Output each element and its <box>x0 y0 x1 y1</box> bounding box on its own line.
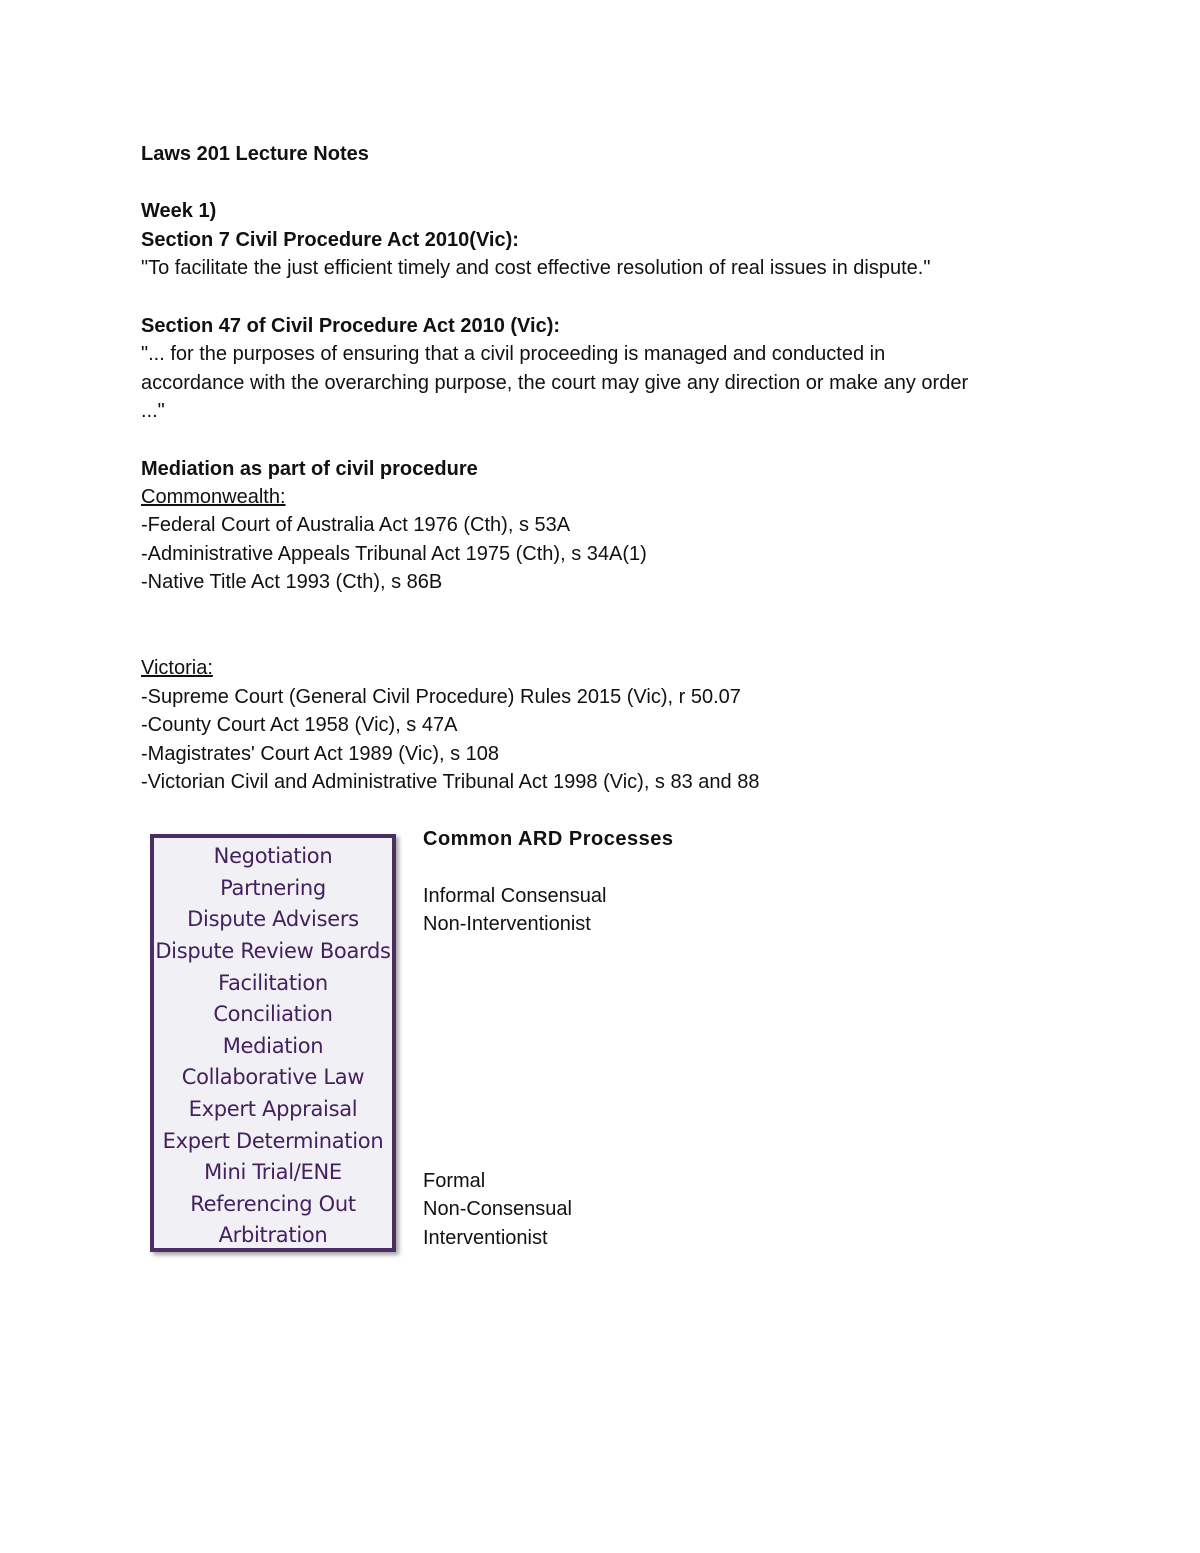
ard-process-item: Partnering <box>220 876 326 900</box>
ard-process-item: Expert Appraisal <box>188 1097 358 1121</box>
commonwealth-label: Commonwealth: <box>141 486 286 508</box>
ard-bottom-label: Interventionist <box>423 1227 548 1249</box>
section-47-quote-line: ..." <box>141 400 165 422</box>
ard-process-item: Referencing Out <box>190 1192 356 1216</box>
ard-process-item: Conciliation <box>213 1002 333 1026</box>
ard-process-item: Mini Trial/ENE <box>204 1160 342 1184</box>
victoria-item: -Magistrates' Court Act 1989 (Vic), s 108 <box>141 743 500 765</box>
ard-process-item: Expert Determination <box>162 1129 384 1153</box>
document-title: Laws 201 Lecture Notes <box>141 143 369 165</box>
ard-bottom-label: Formal <box>423 1170 486 1192</box>
ard-top-label: Informal Consensual <box>423 885 607 907</box>
ard-process-item: Dispute Review Boards <box>155 939 391 963</box>
ard-process-list <box>150 834 396 1252</box>
commonwealth-item: -Federal Court of Australia Act 1976 (Cth), s 53A <box>141 514 571 536</box>
ard-process-item: Negotiation <box>213 844 333 868</box>
ard-process-item: Collaborative Law <box>181 1065 365 1089</box>
ard-process-item: Facilitation <box>218 971 328 995</box>
commonwealth-item: -Administrative Appeals Tribunal Act 1975 (Cth), s 34A(1) <box>141 543 647 565</box>
mediation-heading: Mediation as part of civil procedure <box>141 458 478 480</box>
ard-top-label: Non-Interventionist <box>423 913 591 935</box>
section-47-quote-line: accordance with the overarching purpose, the court may give any direction or make any order <box>141 372 969 394</box>
victoria-item: -Victorian Civil and Administrative Tribunal Act 1998 (Vic), s 83 and 88 <box>141 771 760 793</box>
section-47-quote-line: "... for the purposes of ensuring that a civil proceeding is managed and conducted in <box>141 343 886 365</box>
victoria-item: -County Court Act 1958 (Vic), s 47A <box>141 714 458 736</box>
week-heading: Week 1) <box>141 200 217 222</box>
section-7-quote: "To facilitate the just efficient timely and cost effective resolution of real issues in dispute." <box>141 257 931 279</box>
ard-bottom-label: Non-Consensual <box>423 1198 572 1220</box>
section-47-heading: Section 47 of Civil Procedure Act 2010 (Vic): <box>141 315 561 337</box>
commonwealth-item: -Native Title Act 1993 (Cth), s 86B <box>141 571 443 593</box>
victoria-label: Victoria: <box>141 657 213 679</box>
ard-process-item: Mediation <box>222 1034 324 1058</box>
ard-process-item: Arbitration <box>218 1223 328 1247</box>
section-7-heading: Section 7 Civil Procedure Act 2010(Vic): <box>141 229 519 251</box>
victoria-item: -Supreme Court (General Civil Procedure) Rules 2015 (Vic), r 50.07 <box>141 686 741 708</box>
ard-process-item: Dispute Advisers <box>187 907 359 931</box>
ard-heading: Common ARD Processes <box>423 828 674 850</box>
